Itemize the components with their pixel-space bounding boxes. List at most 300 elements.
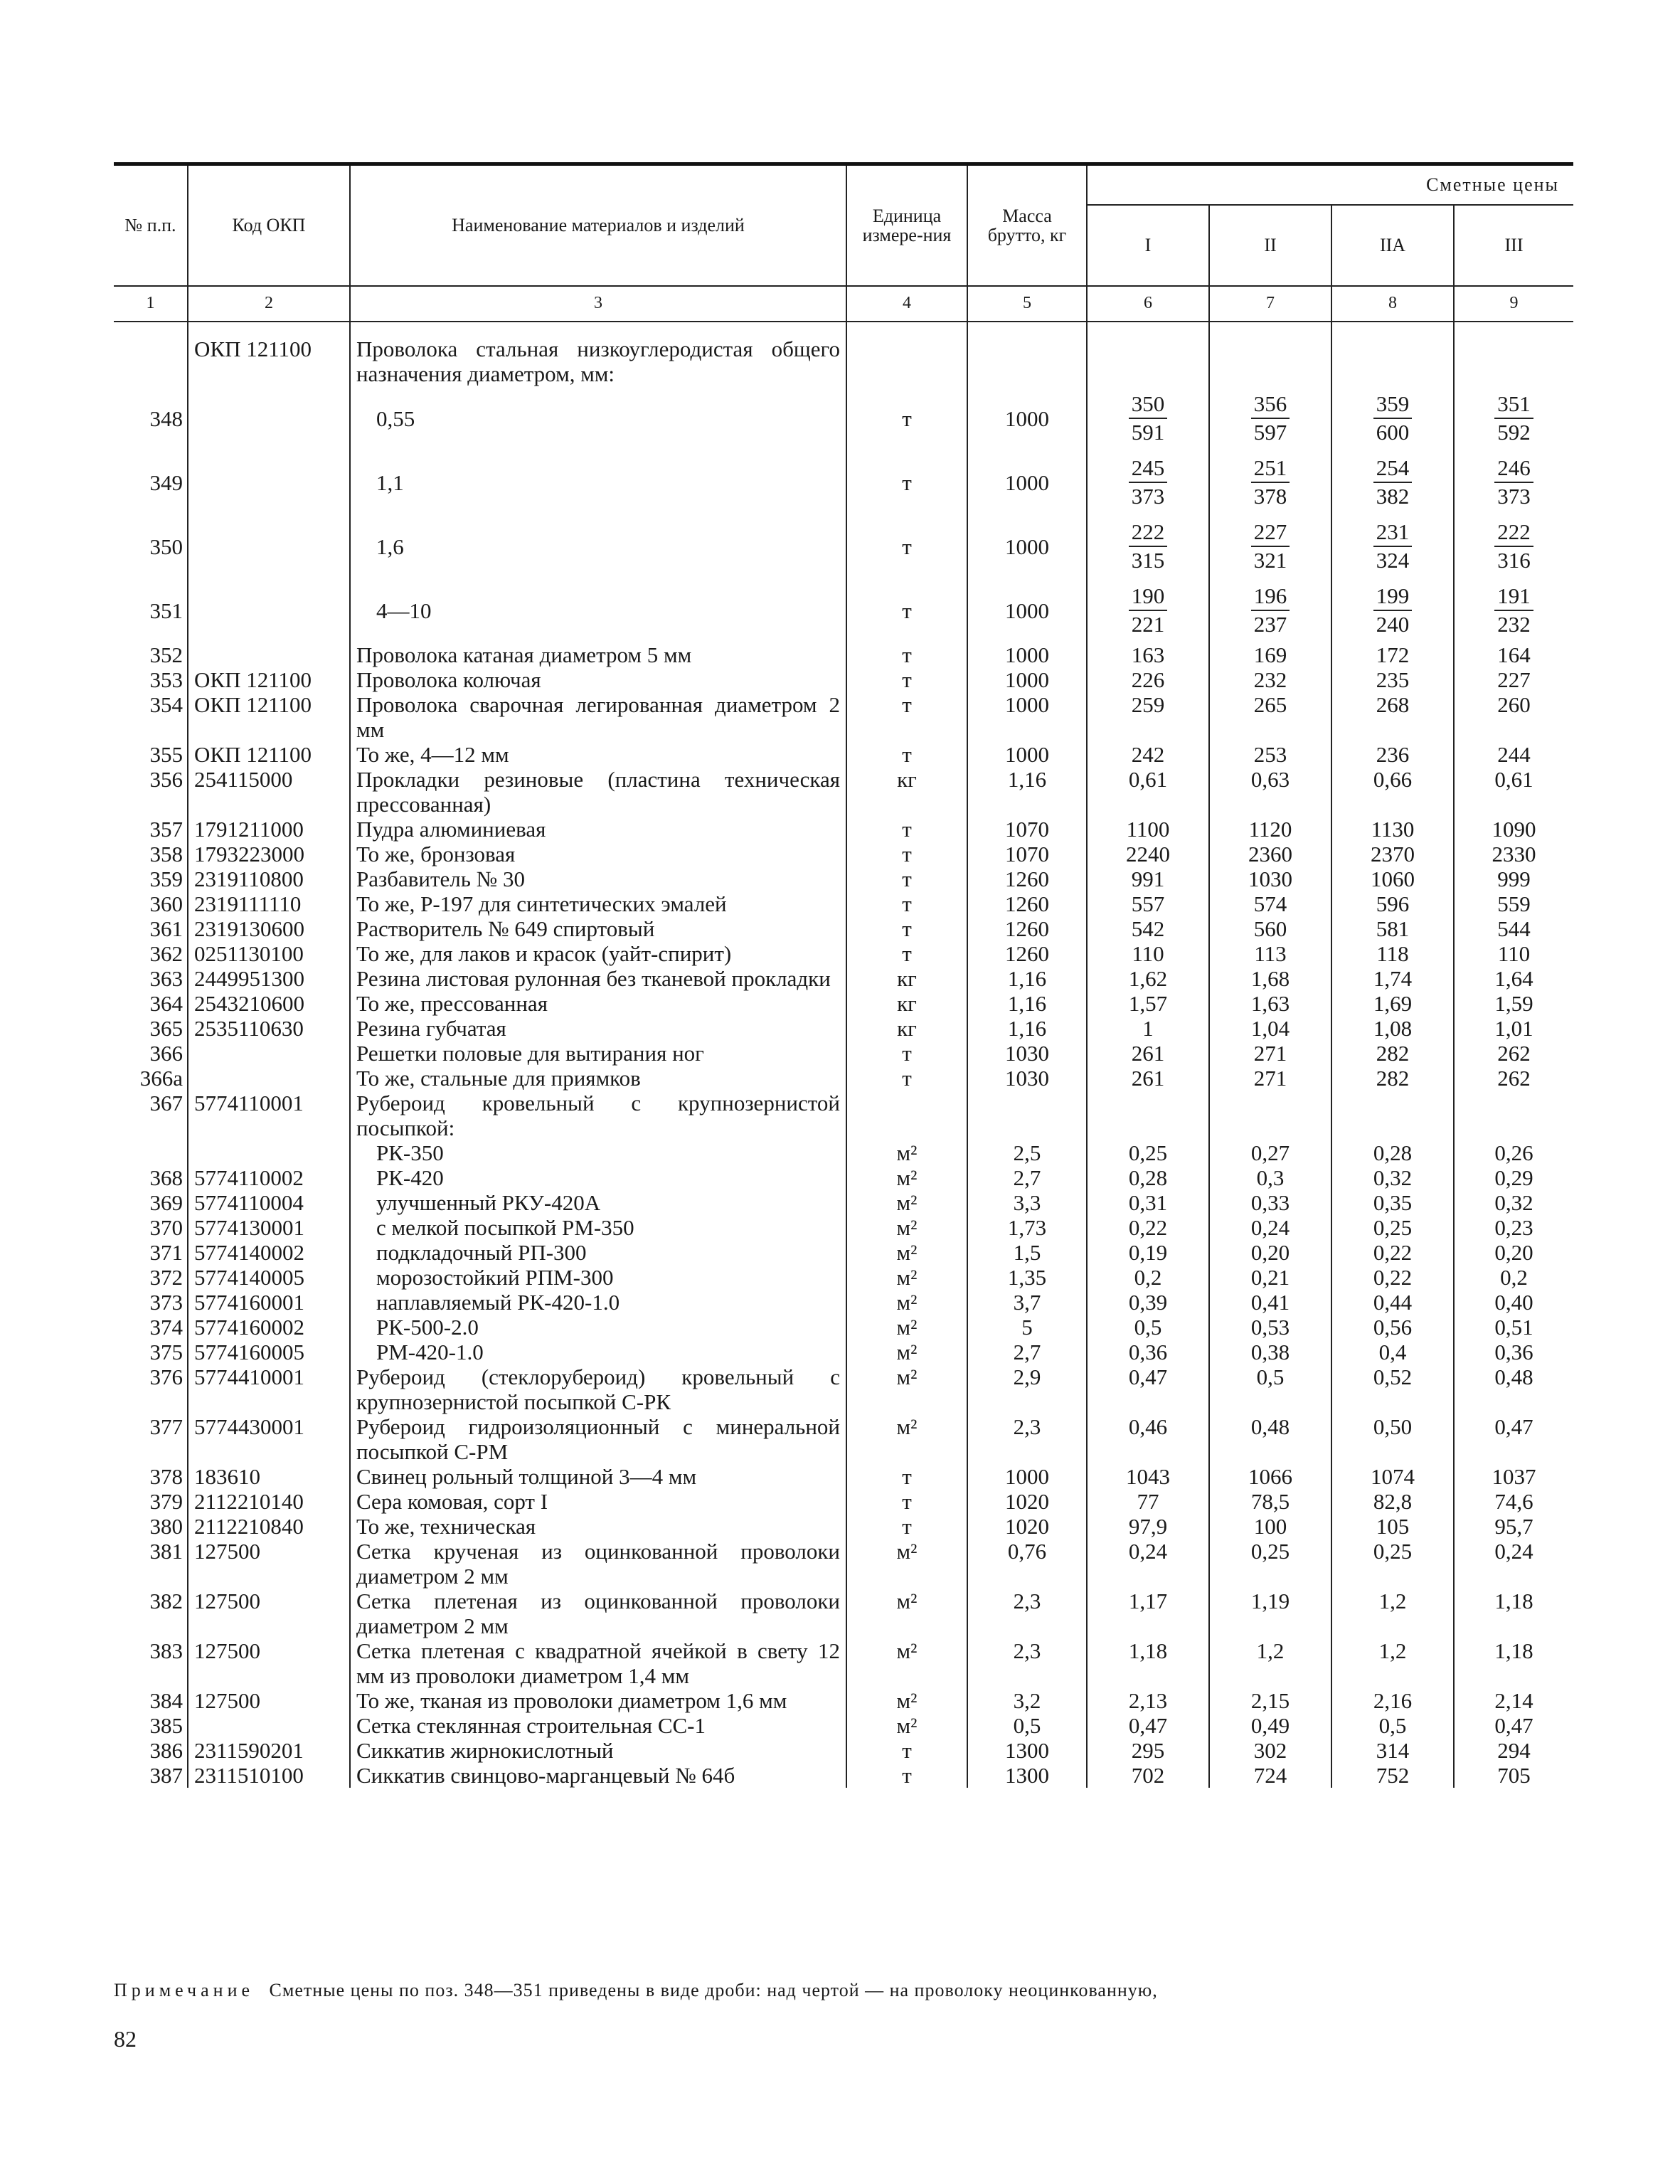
row-price: 0,24	[1209, 1215, 1331, 1240]
row-unit: т	[846, 667, 967, 692]
price-numerator: 227	[1251, 519, 1290, 547]
table-row	[114, 1688, 1573, 1713]
row-price: 0,24	[1087, 1539, 1209, 1589]
table-body	[114, 322, 1573, 1788]
row-unit: м²	[846, 1340, 967, 1364]
row-price: 2,16	[1331, 1688, 1454, 1713]
row-price: 0,19	[1087, 1240, 1209, 1265]
row-number: 385	[149, 1713, 183, 1738]
row-name: Рубероид гидроизоляционный с минеральной посыпкой С-РМ	[350, 1414, 846, 1464]
row-price: 2330	[1454, 842, 1573, 866]
row-price: 1,68	[1209, 966, 1331, 991]
row-price: 0,25	[1331, 1539, 1454, 1589]
table-row	[114, 1215, 1573, 1240]
row-price: 0,5	[1087, 1315, 1209, 1340]
row-price: 302	[1209, 1738, 1331, 1763]
row-price: 0,25	[1087, 1140, 1209, 1165]
row-price: 172	[1331, 642, 1454, 667]
row-price: 0,29	[1454, 1165, 1573, 1190]
row-price-fraction	[1087, 386, 1209, 450]
row-code: 1793223000	[188, 842, 350, 866]
row-code: 183610	[188, 1464, 350, 1489]
row-price: 1060	[1331, 866, 1454, 891]
row-price: 574	[1209, 891, 1331, 916]
row-price: 0,53	[1209, 1315, 1331, 1340]
row-code: 5774410001	[188, 1364, 350, 1414]
row-price: 0,36	[1087, 1340, 1209, 1364]
row-price: 542	[1087, 916, 1209, 941]
row-mass: 1,16	[967, 1016, 1087, 1041]
row-price: 1,04	[1209, 1016, 1331, 1041]
row-price: 0,50	[1331, 1414, 1454, 1464]
row-price: 2370	[1331, 842, 1454, 866]
row-number	[114, 322, 188, 386]
row-price: 95,7	[1454, 1514, 1573, 1539]
row-price	[1087, 1091, 1209, 1140]
row-unit: м²	[846, 1638, 967, 1688]
table-row	[114, 991, 1573, 1016]
footnote	[114, 1980, 1573, 2001]
row-unit	[846, 1091, 967, 1140]
row-name: 0,55	[350, 386, 846, 450]
row-price: 0,27	[1209, 1140, 1331, 1165]
price-table-page	[114, 162, 1573, 1788]
row-number: 353	[149, 667, 183, 692]
row-price: 0,56	[1331, 1315, 1454, 1340]
row-price	[1087, 322, 1209, 386]
price-fraction	[1373, 583, 1413, 638]
price-table	[114, 162, 1573, 1788]
col-number: 2	[188, 286, 350, 322]
table-row	[114, 1589, 1573, 1638]
row-price	[1331, 322, 1454, 386]
row-unit: м²	[846, 1364, 967, 1414]
row-price: 82,8	[1331, 1489, 1454, 1514]
table-row	[114, 1016, 1573, 1041]
row-number: 380	[149, 1514, 183, 1539]
row-name: Сиккатив жирнокислотный	[350, 1738, 846, 1763]
row-mass: 1000	[967, 642, 1087, 667]
row-name: РК-350	[350, 1140, 846, 1165]
table-row	[114, 578, 1573, 642]
price-denominator: 592	[1497, 420, 1531, 445]
row-price: 0,32	[1454, 1190, 1573, 1215]
header-no: № п.п.	[114, 164, 188, 287]
price-denominator: 237	[1253, 612, 1287, 637]
row-number: 371	[149, 1240, 183, 1265]
row-number: 382	[149, 1589, 183, 1613]
row-name: Сетка плетеная из оцинкованной проволоки диаметром 2 мм	[350, 1589, 846, 1638]
row-price: 1,18	[1087, 1638, 1209, 1688]
row-code: 2543210600	[188, 991, 350, 1016]
row-price: 1100	[1087, 817, 1209, 842]
row-code	[188, 1140, 350, 1165]
price-numerator: 245	[1129, 455, 1168, 483]
row-mass: 2,3	[967, 1638, 1087, 1688]
row-price: 0,20	[1209, 1240, 1331, 1265]
row-price: 0,46	[1087, 1414, 1209, 1464]
row-unit: кг	[846, 767, 967, 817]
row-unit: т	[846, 916, 967, 941]
row-code: 127500	[188, 1589, 350, 1638]
row-mass: 0,5	[967, 1713, 1087, 1738]
row-number: 368	[149, 1165, 183, 1190]
row-code: 127500	[188, 1638, 350, 1688]
row-unit: м²	[846, 1265, 967, 1290]
header-zone-2: II	[1209, 205, 1331, 286]
row-price: 0,23	[1454, 1215, 1573, 1240]
row-number: 367	[149, 1091, 183, 1115]
price-fraction	[1373, 455, 1413, 510]
price-denominator: 378	[1253, 484, 1287, 509]
table-row	[114, 1165, 1573, 1190]
row-price: 1,69	[1331, 991, 1454, 1016]
row-mass: 1000	[967, 514, 1087, 578]
price-fraction	[1494, 519, 1533, 574]
row-number: 378	[149, 1464, 183, 1489]
row-mass: 1260	[967, 891, 1087, 916]
row-mass: 1,35	[967, 1265, 1087, 1290]
row-mass: 1300	[967, 1763, 1087, 1788]
row-price: 1,64	[1454, 966, 1573, 991]
row-unit: т	[846, 1763, 967, 1788]
row-price: 0,48	[1454, 1364, 1573, 1414]
table-row	[114, 767, 1573, 817]
row-price: 1090	[1454, 817, 1573, 842]
row-price: 105	[1331, 1514, 1454, 1539]
table-row	[114, 1364, 1573, 1414]
col-number: 9	[1454, 286, 1573, 322]
row-number: 366	[149, 1041, 183, 1066]
row-number: 362	[149, 941, 183, 966]
col-number: 7	[1209, 286, 1331, 322]
row-unit: кг	[846, 1016, 967, 1041]
row-number: 383	[149, 1638, 183, 1663]
row-price-fraction	[1087, 514, 1209, 578]
row-price: 0,49	[1209, 1713, 1331, 1738]
row-price: 0,39	[1087, 1290, 1209, 1315]
row-code: 127500	[188, 1688, 350, 1713]
row-price: 724	[1209, 1763, 1331, 1788]
row-unit	[846, 322, 967, 386]
row-price: 0,2	[1087, 1265, 1209, 1290]
table-row	[114, 1041, 1573, 1066]
row-code: 2311510100	[188, 1763, 350, 1788]
price-denominator: 324	[1376, 548, 1410, 573]
row-name: Сетка плетеная с квадратной ячейкой в свету 12 мм из проволоки диаметром 1,4 мм	[350, 1638, 846, 1688]
row-number: 348	[149, 405, 183, 431]
table-row	[114, 1315, 1573, 1340]
row-unit: т	[846, 642, 967, 667]
row-name: Проволока катаная диаметром 5 мм	[350, 642, 846, 667]
row-price	[1331, 1091, 1454, 1140]
row-unit: т	[846, 450, 967, 514]
row-unit: т	[846, 1041, 967, 1066]
row-number: 359	[149, 866, 183, 891]
row-price: 74,6	[1454, 1489, 1573, 1514]
row-code: ОКП 121100	[188, 322, 350, 386]
row-price: 1,01	[1454, 1016, 1573, 1041]
price-denominator: 591	[1131, 420, 1165, 445]
row-name: с мелкой посыпкой РМ-350	[350, 1215, 846, 1240]
row-name: 1,6	[350, 514, 846, 578]
row-price: 1,74	[1331, 966, 1454, 991]
table-row	[114, 692, 1573, 742]
row-mass: 3,3	[967, 1190, 1087, 1215]
row-price: 271	[1209, 1066, 1331, 1091]
row-price: 0,28	[1331, 1140, 1454, 1165]
row-price: 0,47	[1087, 1713, 1209, 1738]
row-price: 0,4	[1331, 1340, 1454, 1364]
row-code: 2535110630	[188, 1016, 350, 1041]
row-price: 1,59	[1454, 991, 1573, 1016]
row-name: Проволока колючая	[350, 667, 846, 692]
row-unit: т	[846, 1066, 967, 1091]
row-name: Разбавитель № 30	[350, 866, 846, 891]
row-price: 169	[1209, 642, 1331, 667]
row-price: 110	[1454, 941, 1573, 966]
row-price: 282	[1331, 1066, 1454, 1091]
row-name: То же, 4—12 мм	[350, 742, 846, 767]
row-price-fraction	[1331, 514, 1454, 578]
row-price: 0,22	[1087, 1215, 1209, 1240]
row-price: 0,35	[1331, 1190, 1454, 1215]
row-price: 0,63	[1209, 767, 1331, 817]
table-row	[114, 1091, 1573, 1140]
row-mass: 1000	[967, 692, 1087, 742]
row-unit: т	[846, 817, 967, 842]
row-price: 1,62	[1087, 966, 1209, 991]
row-name: Решетки половые для вытирания ног	[350, 1041, 846, 1066]
footnote-text: Сметные цены по поз. 348—351 приведены в виде дроби: над чертой — на проволоку неоцинкованную,	[269, 1980, 1158, 2000]
row-price: 0,44	[1331, 1290, 1454, 1315]
row-code: 254115000	[188, 767, 350, 817]
row-name: наплавляемый РК-420-1.0	[350, 1290, 846, 1315]
row-price: 235	[1331, 667, 1454, 692]
row-price: 268	[1331, 692, 1454, 742]
header-zone-3: III	[1454, 205, 1573, 286]
row-code: 2311590201	[188, 1738, 350, 1763]
row-price: 2360	[1209, 842, 1331, 866]
row-price: 991	[1087, 866, 1209, 891]
price-numerator: 351	[1494, 391, 1533, 419]
row-number: 360	[149, 891, 183, 916]
price-denominator: 232	[1497, 612, 1531, 637]
row-name: То же, стальные для приямков	[350, 1066, 846, 1091]
row-price: 1043	[1087, 1464, 1209, 1489]
row-unit: м²	[846, 1315, 967, 1340]
row-price: 271	[1209, 1041, 1331, 1066]
row-mass: 1020	[967, 1514, 1087, 1539]
price-fraction	[1373, 391, 1413, 446]
row-price: 0,31	[1087, 1190, 1209, 1215]
row-mass: 1030	[967, 1066, 1087, 1091]
row-price: 163	[1087, 642, 1209, 667]
row-number: 354	[149, 692, 183, 717]
row-mass: 1,16	[967, 966, 1087, 991]
col-number: 1	[114, 286, 188, 322]
row-number: 350	[149, 534, 183, 559]
row-code: 5774130001	[188, 1215, 350, 1240]
row-price: 265	[1209, 692, 1331, 742]
row-mass: 2,3	[967, 1589, 1087, 1638]
row-price	[1209, 1091, 1331, 1140]
row-code: 2319111110	[188, 891, 350, 916]
table-row	[114, 1514, 1573, 1539]
row-number: 379	[149, 1489, 183, 1514]
row-number: 358	[149, 842, 183, 866]
row-code: 2319110800	[188, 866, 350, 891]
row-unit: т	[846, 866, 967, 891]
row-price-fraction	[1209, 578, 1331, 642]
row-mass: 1070	[967, 842, 1087, 866]
row-number: 376	[149, 1364, 183, 1389]
price-fraction	[1251, 583, 1290, 638]
price-denominator: 373	[1131, 484, 1165, 509]
row-price-fraction	[1454, 514, 1573, 578]
table-row	[114, 1539, 1573, 1589]
row-price: 2,15	[1209, 1688, 1331, 1713]
row-unit: м²	[846, 1414, 967, 1464]
row-mass: 1070	[967, 817, 1087, 842]
price-denominator: 382	[1376, 484, 1410, 509]
table-row	[114, 1763, 1573, 1788]
row-number: 375	[149, 1340, 183, 1364]
row-name: Пудра алюминиевая	[350, 817, 846, 842]
row-unit: т	[846, 514, 967, 578]
row-number: 369	[149, 1190, 183, 1215]
row-price: 242	[1087, 742, 1209, 767]
row-price: 596	[1331, 891, 1454, 916]
price-fraction	[1129, 455, 1168, 510]
row-price: 1,18	[1454, 1589, 1573, 1638]
row-code: 5774110004	[188, 1190, 350, 1215]
table-row	[114, 1140, 1573, 1165]
row-mass: 3,7	[967, 1290, 1087, 1315]
row-price: 1,2	[1331, 1589, 1454, 1638]
row-price: 1130	[1331, 817, 1454, 842]
row-name: Рубероид кровельный с крупнозернистой посыпкой:	[350, 1091, 846, 1140]
row-mass: 1260	[967, 941, 1087, 966]
row-name: Прокладки резиновые (пластина техническая прессованная)	[350, 767, 846, 817]
row-mass: 1,5	[967, 1240, 1087, 1265]
row-name: Сетка стеклянная строительная СС-1	[350, 1713, 846, 1738]
table-row	[114, 866, 1573, 891]
row-name: Сиккатив свинцово-марганцевый № 64б	[350, 1763, 846, 1788]
table-row	[114, 1265, 1573, 1290]
row-price: 294	[1454, 1738, 1573, 1763]
row-price: 1,57	[1087, 991, 1209, 1016]
col-number: 8	[1331, 286, 1454, 322]
row-unit: т	[846, 941, 967, 966]
row-number: 374	[149, 1315, 183, 1340]
price-numerator: 199	[1373, 583, 1413, 611]
row-price: 0,3	[1209, 1165, 1331, 1190]
col-number: 6	[1087, 286, 1209, 322]
price-numerator: 359	[1373, 391, 1413, 419]
price-denominator: 221	[1131, 612, 1165, 637]
price-numerator: 191	[1494, 583, 1533, 611]
row-number: 370	[149, 1215, 183, 1240]
row-code	[188, 1041, 350, 1066]
row-number: 357	[149, 817, 183, 842]
row-unit: м²	[846, 1215, 967, 1240]
row-price: 0,51	[1454, 1315, 1573, 1340]
row-number: 384	[149, 1688, 183, 1713]
row-name: То же, тканая из проволоки диаметром 1,6 мм	[350, 1688, 846, 1713]
price-denominator: 240	[1376, 612, 1410, 637]
row-price: 0,52	[1331, 1364, 1454, 1414]
price-numerator: 254	[1373, 455, 1413, 483]
price-numerator: 231	[1373, 519, 1413, 547]
row-number: 352	[149, 642, 183, 667]
row-price: 0,22	[1331, 1240, 1454, 1265]
row-unit: м²	[846, 1140, 967, 1165]
row-code: 5774160001	[188, 1290, 350, 1315]
row-mass: 1,16	[967, 767, 1087, 817]
table-row	[114, 386, 1573, 450]
row-name: морозостойкий РПМ-300	[350, 1265, 846, 1290]
price-denominator: 373	[1497, 484, 1531, 509]
row-unit: кг	[846, 991, 967, 1016]
row-number: 351	[149, 598, 183, 623]
row-name: То же, бронзовая	[350, 842, 846, 866]
row-unit: т	[846, 1464, 967, 1489]
row-name: Резина губчатая	[350, 1016, 846, 1041]
row-unit: т	[846, 1738, 967, 1763]
table-row	[114, 742, 1573, 767]
row-price: 1030	[1209, 866, 1331, 891]
row-mass: 1000	[967, 450, 1087, 514]
price-numerator: 222	[1494, 519, 1533, 547]
price-numerator: 251	[1251, 455, 1290, 483]
row-mass: 2,7	[967, 1340, 1087, 1364]
row-number: 372	[149, 1265, 183, 1290]
price-denominator: 315	[1131, 548, 1165, 573]
row-mass: 1260	[967, 866, 1087, 891]
table-row	[114, 1464, 1573, 1489]
row-number: 377	[149, 1414, 183, 1439]
row-price: 0,61	[1454, 767, 1573, 817]
price-fraction	[1494, 391, 1533, 446]
row-price: 253	[1209, 742, 1331, 767]
header-unit: Единица измере-ния	[846, 164, 967, 287]
table-row	[114, 667, 1573, 692]
row-code: 5774430001	[188, 1414, 350, 1464]
row-price: 118	[1331, 941, 1454, 966]
row-unit: т	[846, 842, 967, 866]
row-price: 282	[1331, 1041, 1454, 1066]
row-price: 1,08	[1331, 1016, 1454, 1041]
row-price: 0,47	[1454, 1713, 1573, 1738]
table-row	[114, 1638, 1573, 1688]
table-row	[114, 1414, 1573, 1464]
row-price: 1,18	[1454, 1638, 1573, 1688]
row-name: 1,1	[350, 450, 846, 514]
row-price: 97,9	[1087, 1514, 1209, 1539]
row-mass: 1000	[967, 386, 1087, 450]
table-row	[114, 941, 1573, 966]
row-name: Сера комовая, сорт I	[350, 1489, 846, 1514]
row-name: То же, прессованная	[350, 991, 846, 1016]
row-code: 5774140005	[188, 1265, 350, 1290]
row-code	[188, 1713, 350, 1738]
row-unit: м²	[846, 1539, 967, 1589]
row-price: 1037	[1454, 1464, 1573, 1489]
table-row	[114, 514, 1573, 578]
row-price: 164	[1454, 642, 1573, 667]
row-price: 227	[1454, 667, 1573, 692]
